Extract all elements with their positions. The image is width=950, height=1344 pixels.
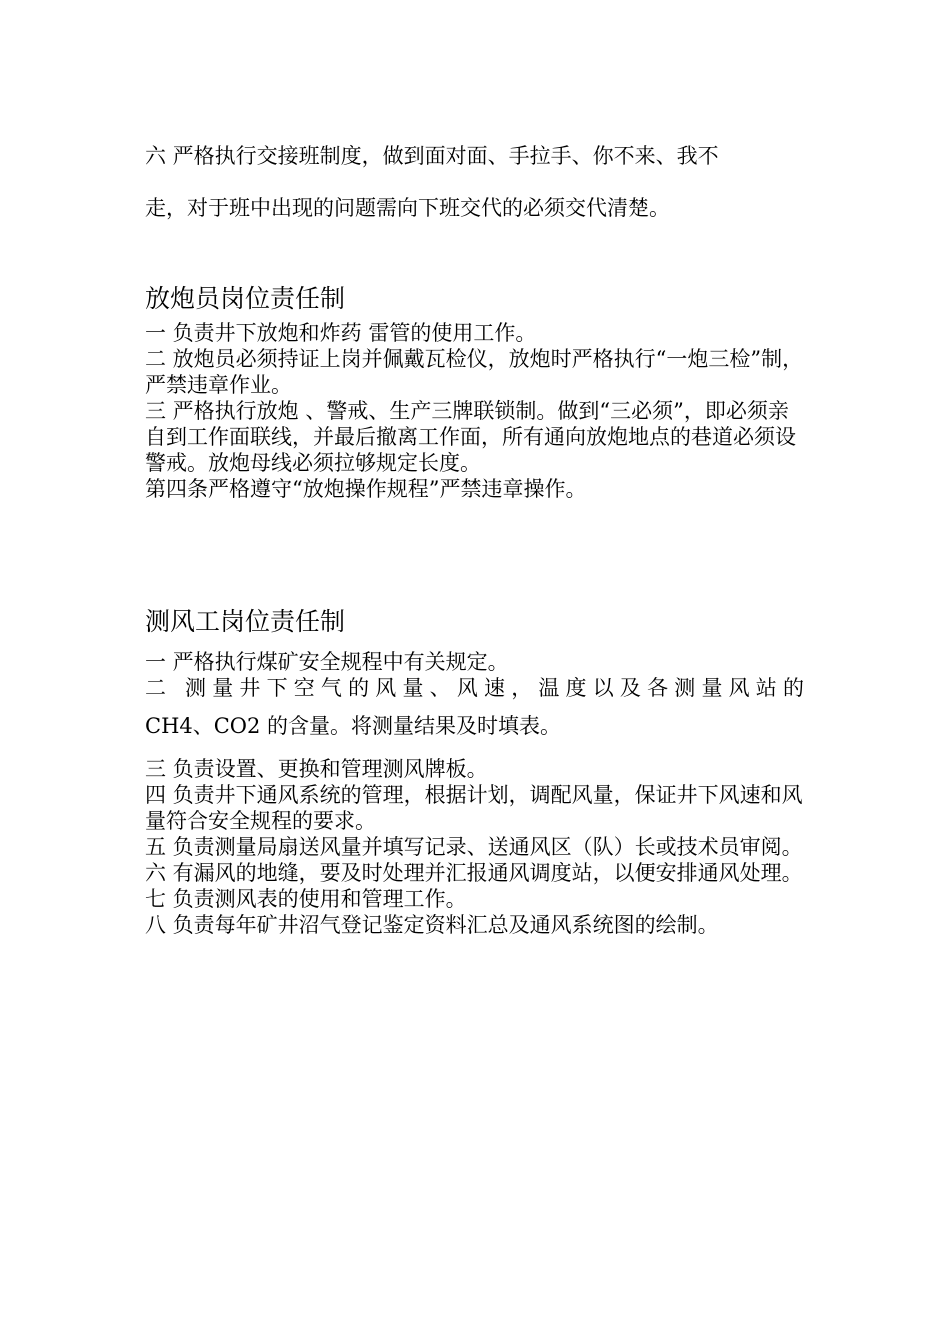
blasting-item-2: 二 放炮员必须持证上岗并佩戴瓦检仪，放炮时严格执行“一炮三检”制，严禁违章作业。	[145, 347, 804, 397]
ventilation-item-7: 七 负责测风表的使用和管理工作。	[145, 887, 467, 911]
ventilation-item-2-line-1: 二 测量井下空气的风量、风速，温度以及各测量风站的	[145, 676, 807, 700]
section-blasting-title: 放炮员岗位责任制	[145, 284, 346, 313]
ventilation-item-4: 四 负责井下通风系统的管理，根据计划，调配风量，保证井下风速和风量符合安全规程的要求。	[145, 783, 803, 833]
section-blasting	[145, 284, 807, 502]
ventilation-rest-list	[145, 756, 807, 938]
ventilation-item-3: 三 负责设置、更换和管理测风牌板。	[145, 757, 488, 781]
ventilation-item-8: 八 负责每年矿井沼气登记鉴定资料汇总及通风系统图的绘制。	[145, 913, 719, 937]
intro-line-2: 走，对于班中出现的问题需向下班交代的必须交代清楚。	[145, 196, 670, 220]
blasting-item-1: 一 负责井下放炮和炸药 雷管的使用工作。	[145, 321, 537, 345]
ventilation-item-2-line-2: CH4、CO2 的含量。将测量结果及时填表。	[145, 714, 562, 738]
ventilation-item-6: 六 有漏风的地缝，要及时处理并汇报通风调度站，以便安排通风处理。	[145, 861, 803, 885]
intro-line-1: 六 严格执行交接班制度，做到面对面、手拉手、你不来、我不	[145, 144, 719, 168]
section-ventilation-title: 测风工岗位责任制	[145, 607, 346, 636]
ventilation-item-1: 一 严格执行煤矿安全规程中有关规定。	[145, 650, 509, 674]
blasting-item-4: 第四条严格遵守“放炮操作规程”严禁违章操作。	[145, 477, 587, 501]
section-blasting-list	[145, 320, 807, 502]
ventilation-item-5: 五 负责测量局扇送风量并填写记录、送通风区（队）长或技术员审阅。	[145, 835, 803, 859]
intro-paragraph	[145, 130, 807, 234]
section-ventilation	[145, 607, 807, 938]
section-ventilation-list	[145, 649, 807, 938]
blasting-item-3: 三 严格执行放炮 、警戒、生产三牌联锁制。做到“三必须”，即必须亲自到工作面联线，并最后撤离工作面，所有通向放炮地点的巷道必须设警戒。放炮母线必须拉够规定长度。	[145, 399, 796, 475]
